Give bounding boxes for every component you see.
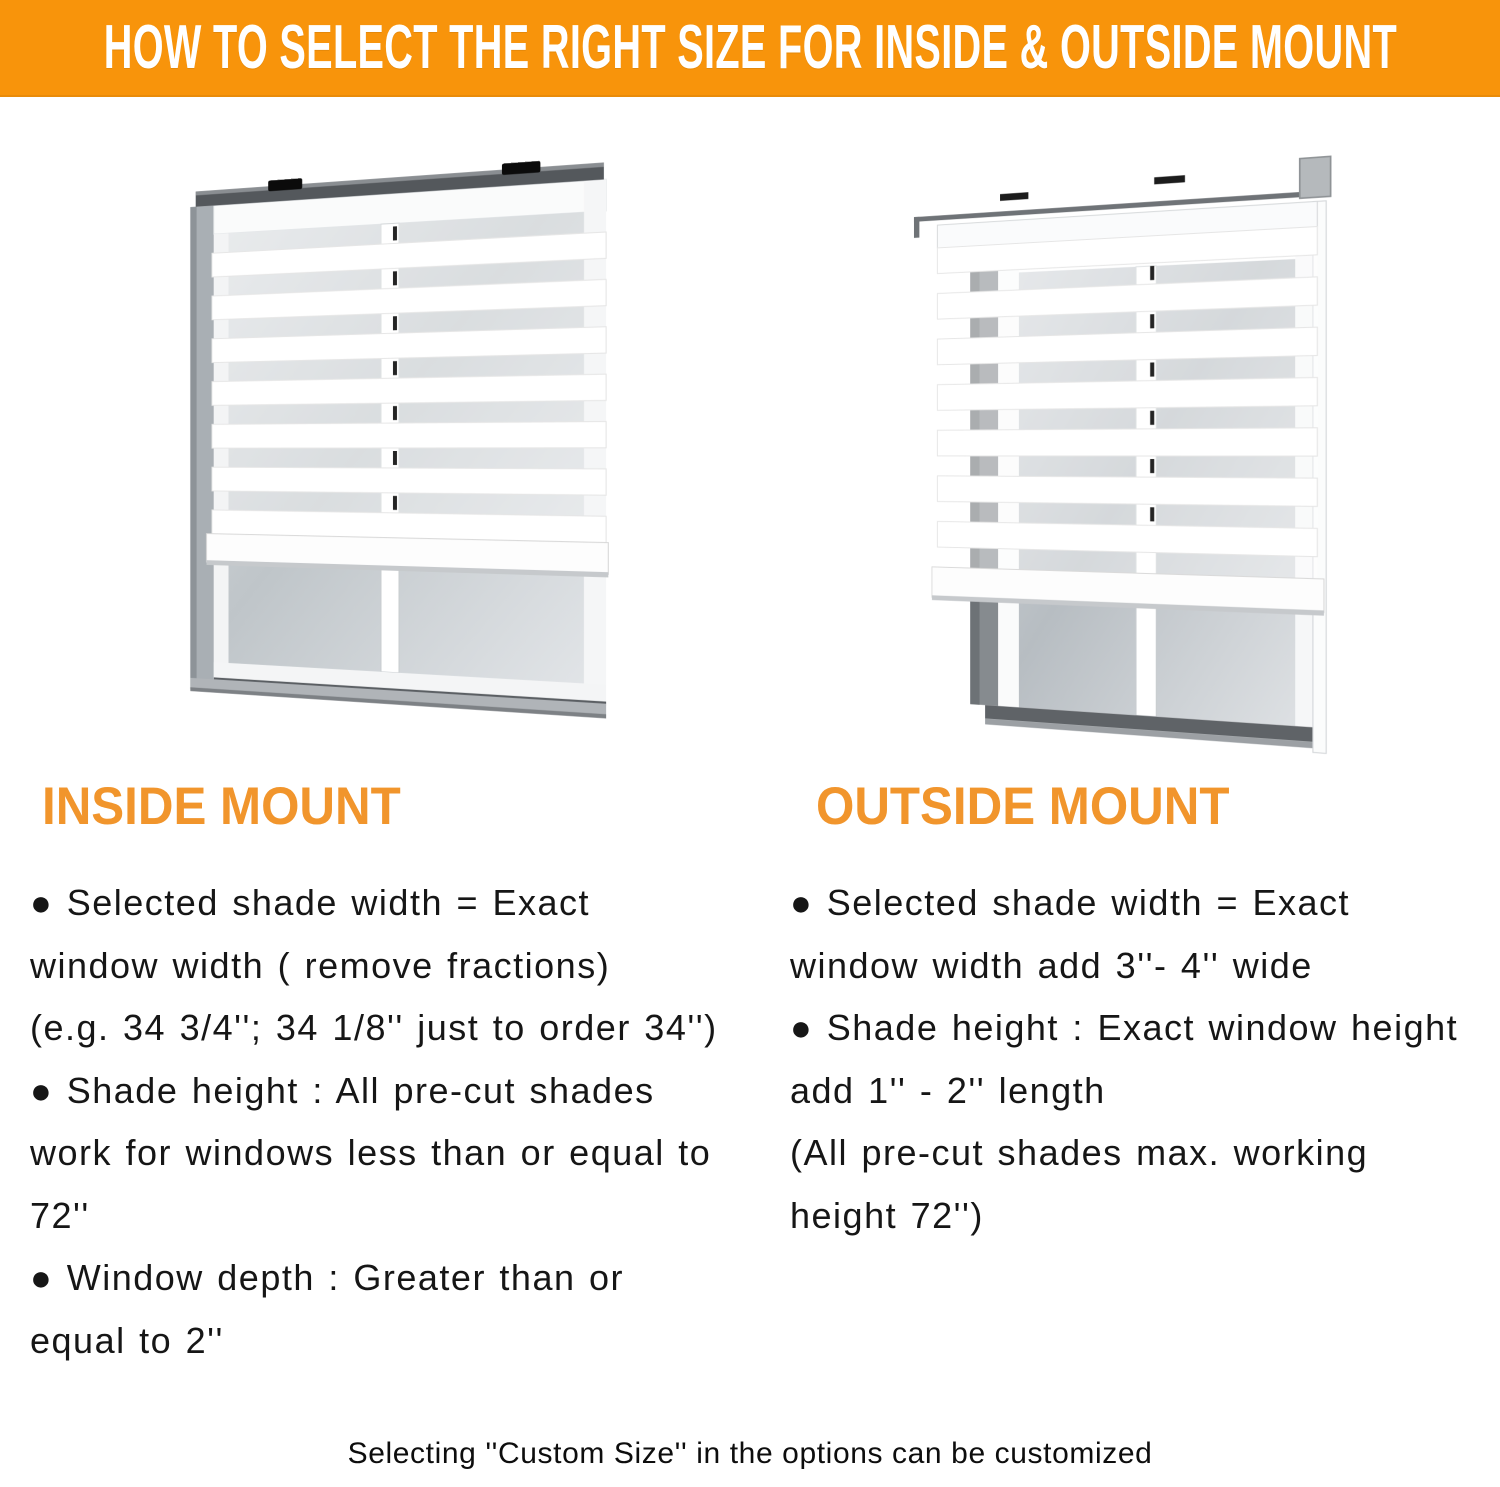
outside-mount-illustration <box>909 142 1343 765</box>
spec-text-line: ● Window depth : Greater than or <box>30 1257 625 1298</box>
inside-mount-heading: INSIDE MOUNT <box>42 777 401 836</box>
spec-text-line: (e.g. 34 3/4''; 34 1/8'' just to order 34'') <box>30 1007 718 1048</box>
header-banner <box>0 0 1500 97</box>
spec-text-line: ● Selected shade width = Exact <box>790 882 1351 923</box>
spec-text-line: add 1'' - 2'' length <box>790 1069 1106 1111</box>
custom-size-note: Selecting ''Custom Size'' in the options can be customized <box>347 1437 1153 1470</box>
inside-mount-illustration <box>181 156 610 747</box>
spec-text-line: 72'' <box>30 1194 90 1236</box>
spec-text-line: ● Shade height : All pre-cut shades <box>30 1069 655 1111</box>
outside-mount-heading: OUTSIDE MOUNT <box>816 777 1230 836</box>
spec-text-line: ● Shade height : Exact window height <box>790 1007 1459 1048</box>
outside-mount-window-graphic <box>909 142 1343 765</box>
inside-mount-window-graphic <box>181 156 610 747</box>
spec-text-line: ● Selected shade width = Exact <box>30 882 591 923</box>
outside-mount-specs <box>790 872 1500 1247</box>
zebra-shade <box>207 211 609 578</box>
spec-text-line: work for windows less than or equal to <box>30 1132 712 1173</box>
spec-text-line: height 72'') <box>790 1194 984 1236</box>
spec-text-line: window width ( remove fractions) <box>30 944 611 986</box>
spec-text-line: (All pre-cut shades max. working <box>790 1132 1369 1173</box>
inside-mount-specs <box>30 872 746 1372</box>
zebra-shade <box>932 201 1324 616</box>
spec-text-line: equal to 2'' <box>30 1319 224 1361</box>
banner-title: HOW TO SELECT THE RIGHT SIZE FOR INSIDE & OUTSIDE MOUNT <box>103 13 1397 82</box>
spec-text-line: window width add 3''- 4'' wide <box>790 944 1313 986</box>
